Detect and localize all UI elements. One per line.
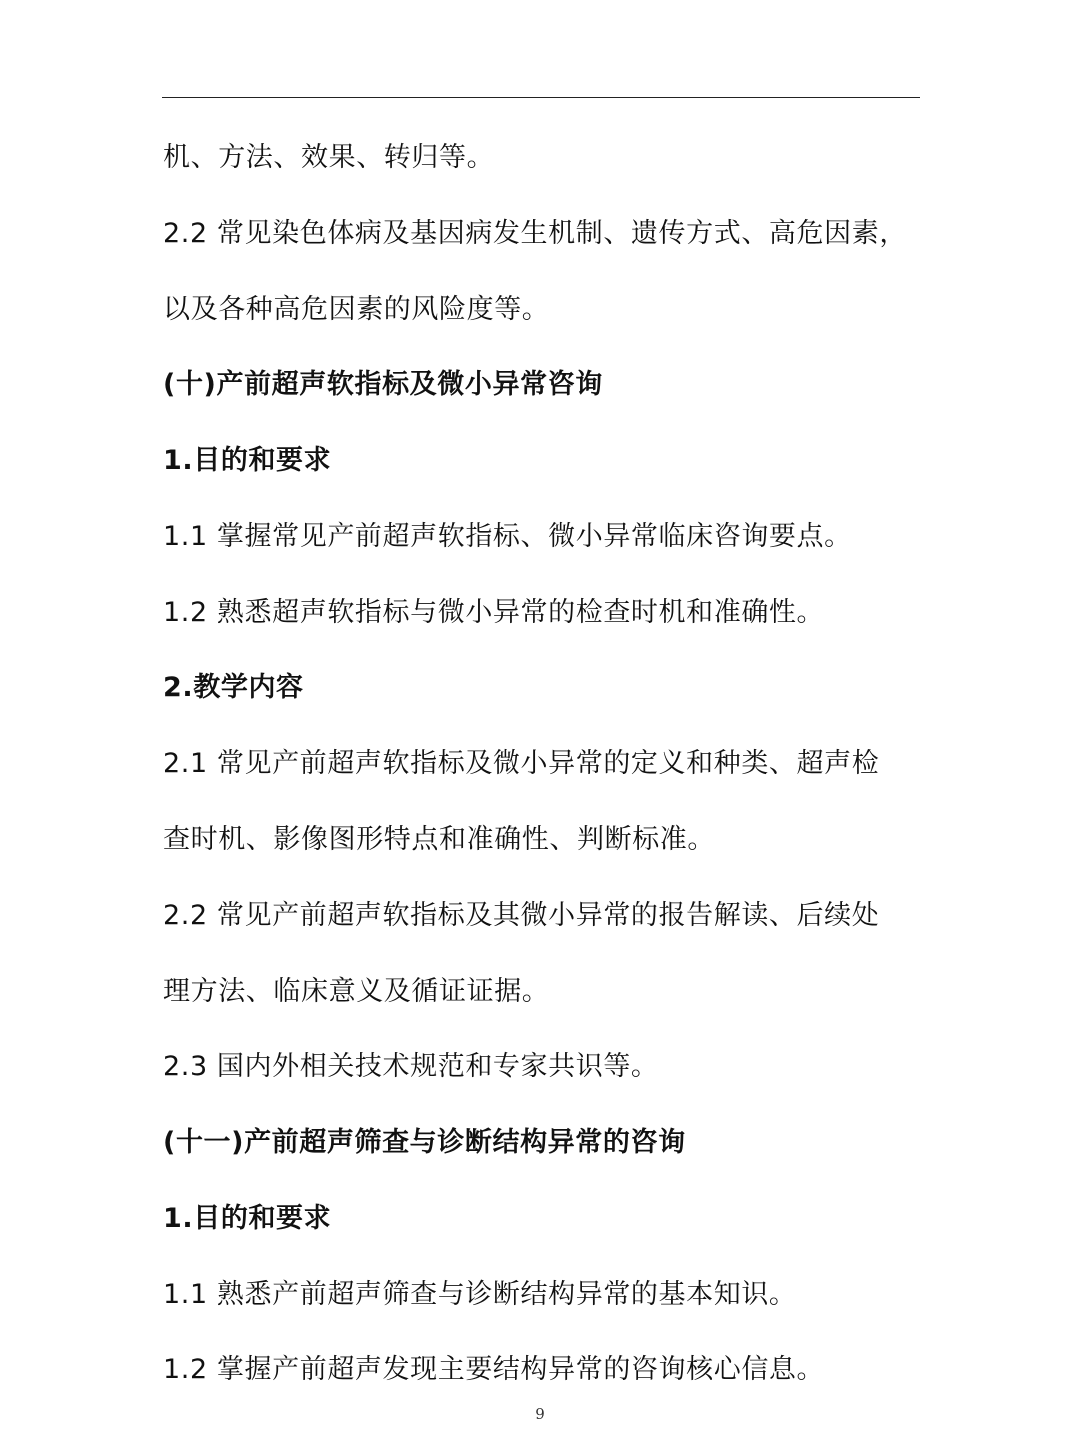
text-line: 2.2 常见染色体病及基因病发生机制、遗传方式、高危因素， <box>163 218 907 249</box>
page-number: 9 <box>535 1405 545 1423</box>
text-line: 2.2 常见产前超声软指标及其微小异常的报告解读、后续处 <box>163 900 880 931</box>
text-line: 1.2 掌握产前超声发现主要结构异常的咨询核心信息。 <box>163 1354 825 1385</box>
subsection-heading: 2.教学内容 <box>163 672 304 703</box>
header-rule <box>162 97 920 98</box>
text-line: 2.1 常见产前超声软指标及微小异常的定义和种类、超声检 <box>163 748 880 779</box>
section-heading: (十一)产前超声筛查与诊断结构异常的咨询 <box>163 1127 686 1158</box>
text-line: 1.1 掌握常见产前超声软指标、微小异常临床咨询要点。 <box>163 521 852 552</box>
text-line: 理方法、临床意义及循证证据。 <box>163 976 550 1007</box>
subsection-heading: 1.目的和要求 <box>163 1203 332 1234</box>
subsection-heading: 1.目的和要求 <box>163 445 332 476</box>
text-line: 查时机、影像图形特点和准确性、判断标准。 <box>163 824 715 855</box>
text-line: 2.3 国内外相关技术规范和专家共识等。 <box>163 1051 659 1082</box>
text-line: 以及各种高危因素的风险度等。 <box>163 294 550 325</box>
section-heading: (十)产前超声软指标及微小异常咨询 <box>163 369 603 400</box>
text-line: 机、方法、效果、转归等。 <box>163 142 495 173</box>
text-line: 1.2 熟悉超声软指标与微小异常的检查时机和准确性。 <box>163 597 825 628</box>
text-line: 1.1 熟悉产前超声筛查与诊断结构异常的基本知识。 <box>163 1279 797 1310</box>
